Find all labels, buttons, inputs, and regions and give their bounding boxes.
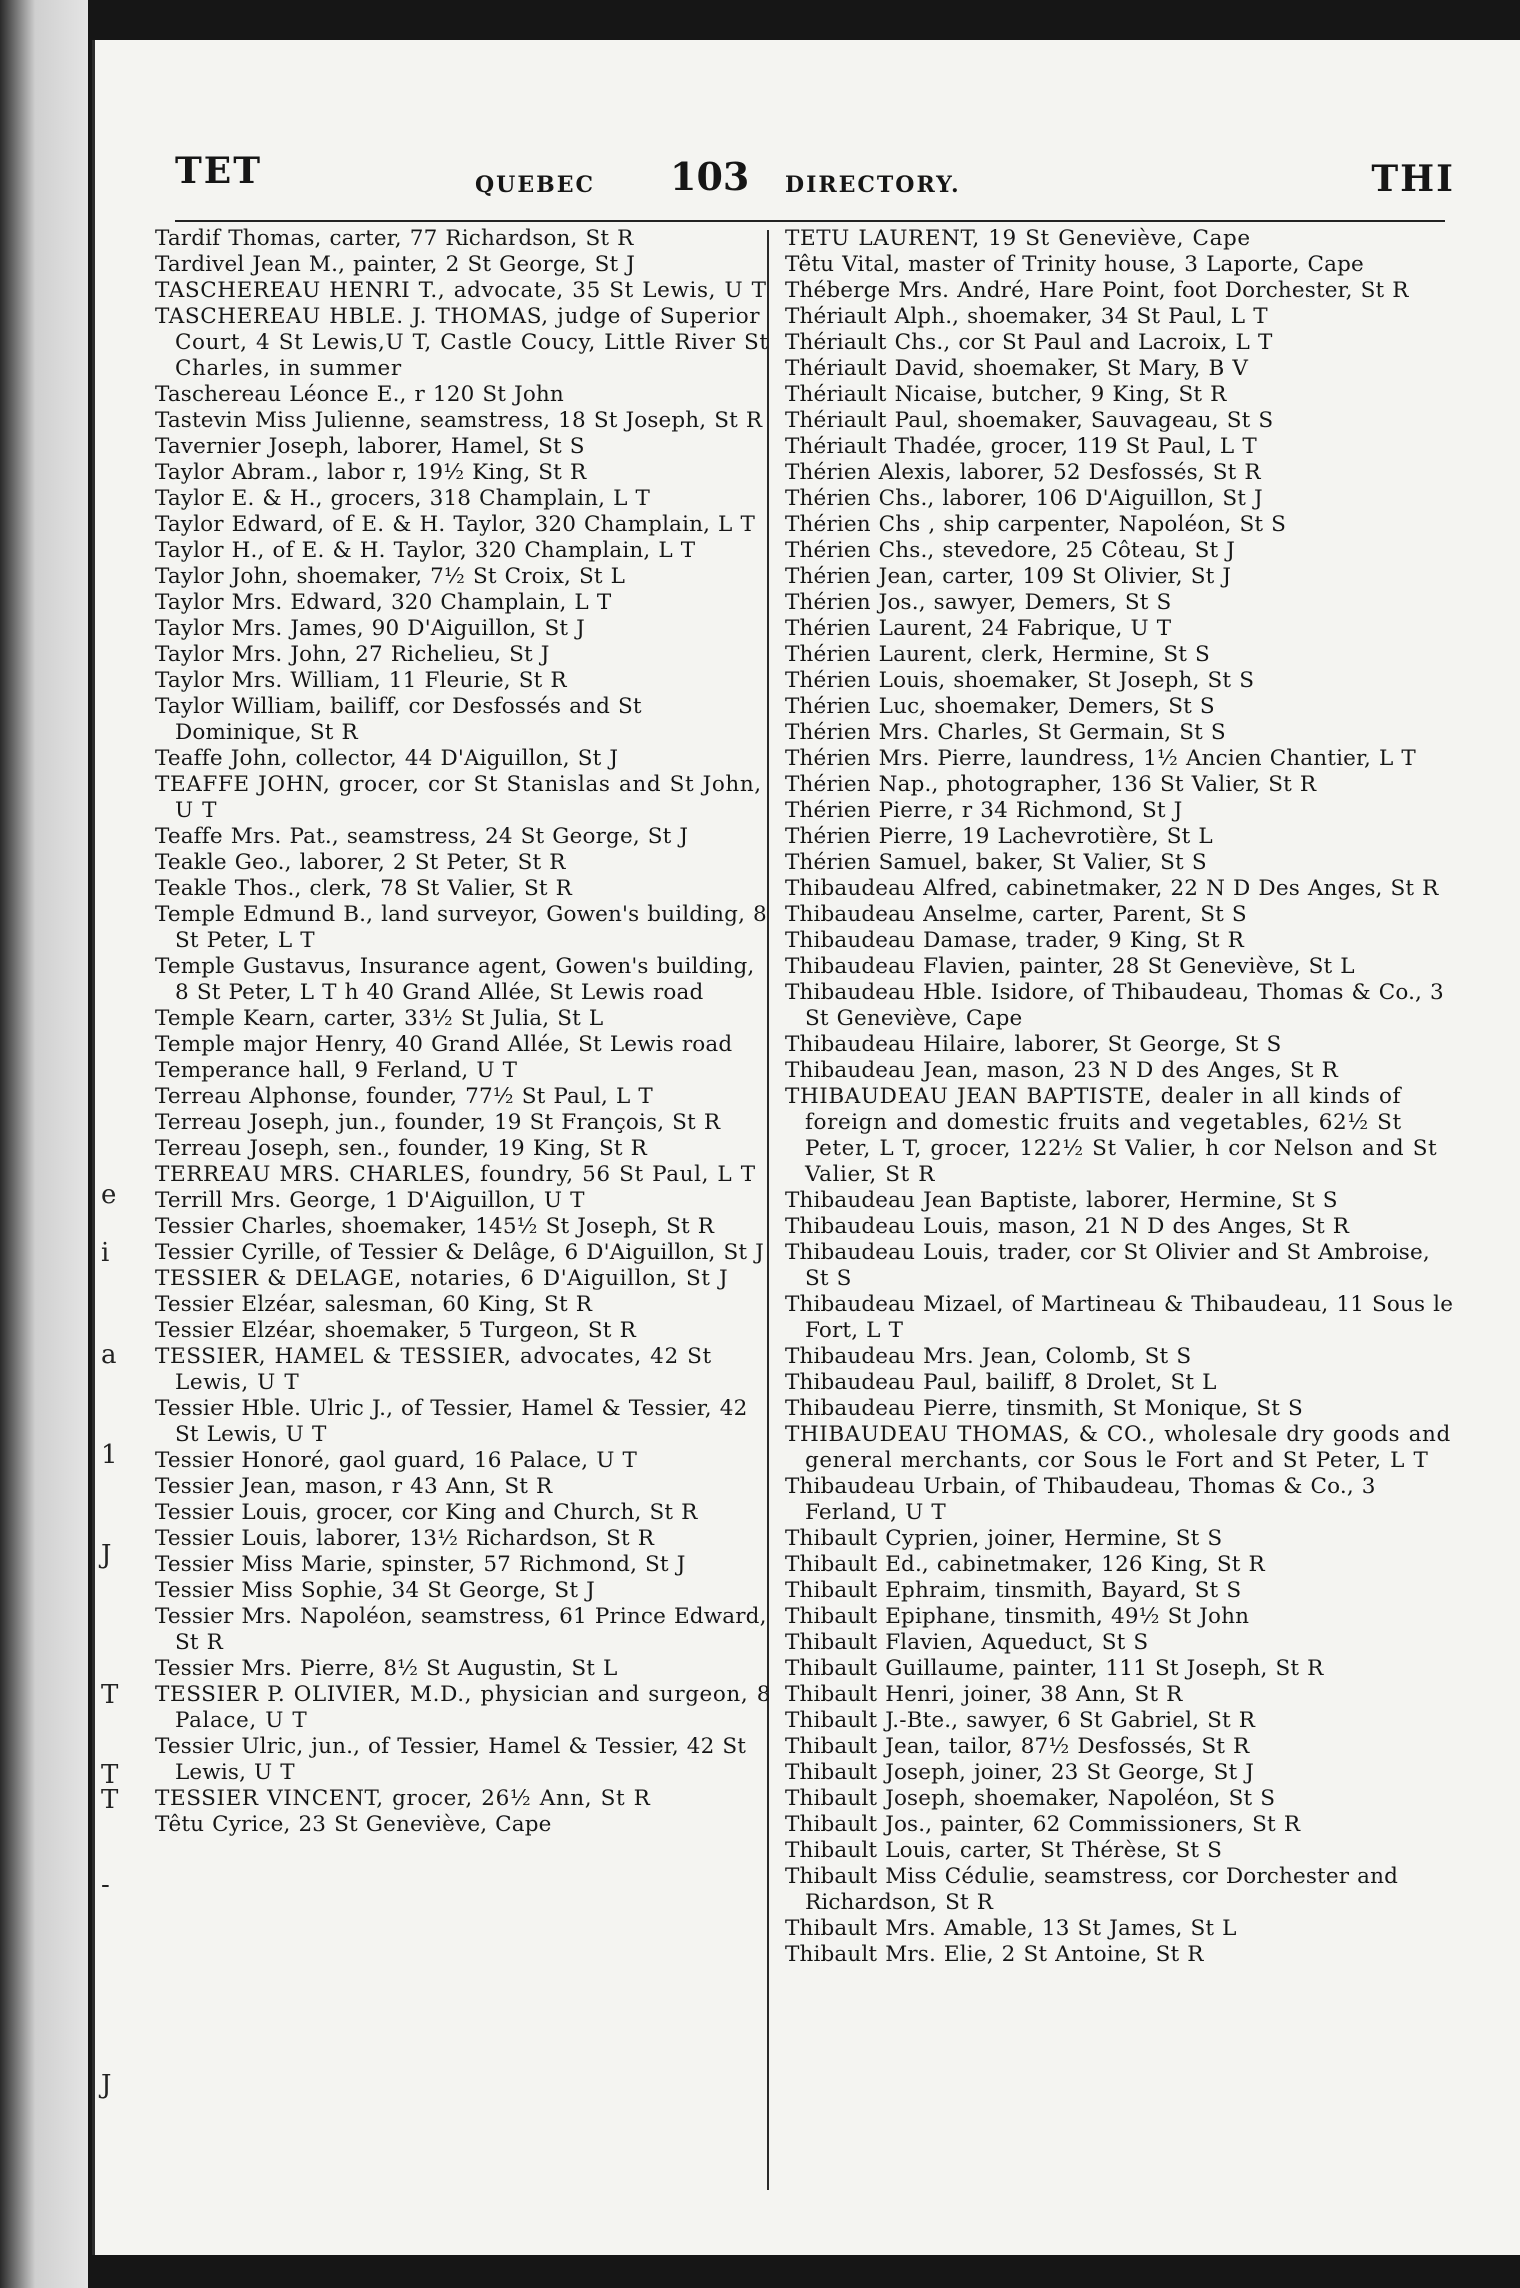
directory-entry: Thibault Mrs. Amable, 13 St James, St L: [785, 1916, 1237, 1941]
directory-entry: Temple major Henry, 40 Grand Allée, St Lewis road: [155, 1032, 733, 1057]
header-city: QUEBEC: [475, 172, 595, 198]
directory-entry: Thibault Jos., painter, 62 Commissioners, St R: [785, 1812, 1301, 1837]
directory-entry: Thériault Paul, shoemaker, Sauvageau, St S: [785, 408, 1274, 433]
directory-entry: Taylor H., of E. & H. Taylor, 320 Champlain, L T: [155, 538, 696, 563]
directory-entry: Tavernier Joseph, laborer, Hamel, St S: [155, 434, 585, 459]
directory-entry: Thibault Joseph, joiner, 23 St George, St J: [785, 1760, 1255, 1785]
directory-entry: Temple Gustavus, Insurance agent, Gowen's building, 8 St Peter, L T h 40 Grand Allée, St Lewis road: [155, 954, 755, 1005]
directory-entry: TASCHEREAU HBLE. J. THOMAS, judge of Superior Court, 4 St Lewis,U T, Castle Coucy, Little River St Charles, in summer: [155, 304, 769, 381]
directory-entry: Thibault Flavien, Aqueduct, St S: [785, 1630, 1149, 1655]
margin-mark: J: [101, 1540, 112, 1570]
directory-entry: Taylor Mrs. James, 90 D'Aiguillon, St J: [155, 616, 585, 641]
right-column: [785, 226, 1455, 1968]
left-column: [155, 226, 775, 1838]
directory-entry: Thérien Alexis, laborer, 52 Desfossés, St R: [785, 460, 1261, 485]
directory-entry: Temple Edmund B., land surveyor, Gowen's building, 8 St Peter, L T: [155, 902, 767, 953]
left-guide-word: TET: [175, 150, 263, 192]
directory-entry: Thériault David, shoemaker, St Mary, B V: [785, 356, 1249, 381]
right-guide-word: THI: [1371, 158, 1455, 200]
directory-entry: Théberge Mrs. André, Hare Point, foot Dorchester, St R: [785, 278, 1409, 303]
directory-entry: TEAFFE JOHN, grocer, cor St Stanislas and St John, U T: [155, 772, 762, 823]
directory-entry: Thibaudeau Alfred, cabinetmaker, 22 N D Des Anges, St R: [785, 876, 1439, 901]
directory-entry: Thibaudeau Jean, mason, 23 N D des Anges, St R: [785, 1058, 1338, 1083]
directory-entry: Thibaudeau Pierre, tinsmith, St Monique, St S: [785, 1396, 1303, 1421]
directory-entry: TESSIER VINCENT, grocer, 26½ Ann, St R: [155, 1786, 651, 1811]
directory-entry: THIBAUDEAU JEAN BAPTISTE, dealer in all kinds of foreign and domestic fruits and vegetables, 62½ St Peter, L T, grocer, 122½ St Valier, h cor Nelson and St Valier, St R: [785, 1084, 1438, 1187]
directory-entry: Thibaudeau Louis, trader, cor St Olivier and St Ambroise, St S: [785, 1240, 1430, 1291]
margin-mark: T: [101, 1760, 119, 1790]
directory-entry: Thibaudeau Paul, bailiff, 8 Drolet, St L: [785, 1370, 1217, 1395]
directory-entry: Thibaudeau Mrs. Jean, Colomb, St S: [785, 1344, 1192, 1369]
directory-entry: Thérien Laurent, 24 Fabrique, U T: [785, 616, 1172, 641]
directory-entry: Thibault Joseph, shoemaker, Napoléon, St S: [785, 1786, 1276, 1811]
directory-entry: Thérien Pierre, 19 Lachevrotière, St L: [785, 824, 1213, 849]
directory-entry: Tastevin Miss Julienne, seamstress, 18 St Joseph, St R: [155, 408, 763, 433]
directory-entry: Tardivel Jean M., painter, 2 St George, St J: [155, 252, 636, 277]
directory-entry: Tessier Honoré, gaol guard, 16 Palace, U T: [155, 1448, 637, 1473]
directory-entry: Thibaudeau Anselme, carter, Parent, St S: [785, 902, 1247, 927]
directory-entry: Thérien Louis, shoemaker, St Joseph, St S: [785, 668, 1255, 693]
directory-entry: Thérien Mrs. Pierre, laundress, 1½ Ancien Chantier, L T: [785, 746, 1416, 771]
margin-mark: i: [101, 1238, 110, 1268]
directory-entry: Thérien Jean, carter, 109 St Olivier, St J: [785, 564, 1232, 589]
page-number: 103: [670, 154, 750, 199]
directory-entry: Thibaudeau Hble. Isidore, of Thibaudeau, Thomas & Co., 3 St Geneviève, Cape: [785, 980, 1444, 1031]
directory-entry: Thibault Ed., cabinetmaker, 126 King, St R: [785, 1552, 1265, 1577]
directory-entry: Têtu Vital, master of Trinity house, 3 Laporte, Cape: [785, 252, 1364, 277]
directory-entry: Tessier Elzéar, shoemaker, 5 Turgeon, St R: [155, 1318, 636, 1343]
page-header: [165, 150, 1455, 210]
directory-entry: Thérien Luc, shoemaker, Demers, St S: [785, 694, 1215, 719]
directory-entry: Thérien Chs., laborer, 106 D'Aiguillon, St J: [785, 486, 1263, 511]
directory-entry: Taylor Edward, of E. & H. Taylor, 320 Champlain, L T: [155, 512, 755, 537]
directory-entry: Thérien Nap., photographer, 136 St Valier, St R: [785, 772, 1317, 797]
directory-entry: Thibault Miss Cédulie, seamstress, cor Dorchester and Richardson, St R: [785, 1864, 1398, 1915]
directory-entry: Thibault Guillaume, painter, 111 St Joseph, St R: [785, 1656, 1324, 1681]
directory-entry: Tessier Hble. Ulric J., of Tessier, Hamel & Tessier, 42 St Lewis, U T: [155, 1396, 748, 1447]
margin-mark: -: [101, 1870, 110, 1900]
directory-entry: Tessier Ulric, jun., of Tessier, Hamel & Tessier, 42 St Lewis, U T: [155, 1734, 747, 1785]
directory-entry: Thibault Cyprien, joiner, Hermine, St S: [785, 1526, 1223, 1551]
margin-mark: a: [101, 1340, 117, 1370]
directory-entry: Thériault Chs., cor St Paul and Lacroix, L T: [785, 330, 1273, 355]
directory-entry: TESSIER P. OLIVIER, M.D., physician and surgeon, 8 Palace, U T: [155, 1682, 772, 1733]
directory-entry: Thibault Jean, tailor, 87½ Desfossés, St R: [785, 1734, 1250, 1759]
directory-entry: Thibault Henri, joiner, 38 Ann, St R: [785, 1682, 1183, 1707]
directory-entry: Thérien Laurent, clerk, Hermine, St S: [785, 642, 1210, 667]
margin-mark: e: [101, 1180, 117, 1210]
header-directory: DIRECTORY.: [785, 172, 961, 198]
directory-entry: THIBAUDEAU THOMAS, & CO., wholesale dry goods and general merchants, cor Sous le Fort and St Peter, L T: [785, 1422, 1451, 1473]
directory-entry: TESSIER, HAMEL & TESSIER, advocates, 42 St Lewis, U T: [155, 1344, 712, 1395]
directory-entry: Taschereau Léonce E., r 120 St John: [155, 382, 564, 407]
directory-entry: Tessier Louis, laborer, 13½ Richardson, St R: [155, 1526, 655, 1551]
directory-entry: Thibault J.-Bte., sawyer, 6 St Gabriel, St R: [785, 1708, 1256, 1733]
directory-entry: TETU LAURENT, 19 St Geneviève, Cape: [785, 226, 1251, 251]
directory-entry: Tessier Jean, mason, r 43 Ann, St R: [155, 1474, 553, 1499]
directory-entry: Tessier Cyrille, of Tessier & Delâge, 6 D'Aiguillon, St J: [155, 1240, 764, 1265]
margin-mark: J: [101, 2070, 112, 2100]
directory-entry: Thibault Epiphane, tinsmith, 49½ St John: [785, 1604, 1250, 1629]
margin-mark: 1: [101, 1440, 118, 1470]
directory-entry: Taylor Abram., labor r, 19½ King, St R: [155, 460, 587, 485]
directory-entry: Tessier Elzéar, salesman, 60 King, St R: [155, 1292, 593, 1317]
directory-entry: Temple Kearn, carter, 33½ St Julia, St L: [155, 1006, 604, 1031]
margin-mark: T: [101, 1785, 119, 1815]
directory-entry: Terrill Mrs. George, 1 D'Aiguillon, U T: [155, 1188, 585, 1213]
directory-entry: Temperance hall, 9 Ferland, U T: [155, 1058, 518, 1083]
directory-entry: Taylor Mrs. John, 27 Richelieu, St J: [155, 642, 550, 667]
directory-entry: Thérien Mrs. Charles, St Germain, St S: [785, 720, 1226, 745]
directory-entry: Thibaudeau Louis, mason, 21 N D des Anges, St R: [785, 1214, 1350, 1239]
directory-entry: Teakle Geo., laborer, 2 St Peter, St R: [155, 850, 566, 875]
directory-entry: TERREAU MRS. CHARLES, foundry, 56 St Paul, L T: [155, 1162, 756, 1187]
directory-entry: Thibaudeau Mizael, of Martineau & Thibaudeau, 11 Sous le Fort, L T: [785, 1292, 1454, 1343]
directory-entry: Thibaudeau Urbain, of Thibaudeau, Thomas & Co., 3 Ferland, U T: [785, 1474, 1376, 1525]
directory-entry: Thibaudeau Flavien, painter, 28 St Geneviève, St L: [785, 954, 1355, 979]
directory-entry: TESSIER & DELAGE, notaries, 6 D'Aiguillon, St J: [155, 1266, 729, 1291]
directory-entry: Thériault Alph., shoemaker, 34 St Paul, L T: [785, 304, 1268, 329]
directory-entry: Thérien Jos., sawyer, Demers, St S: [785, 590, 1172, 615]
directory-entry: Taylor William, bailiff, cor Desfossés and St Dominique, St R: [155, 694, 642, 745]
directory-entry: Taylor Mrs. William, 11 Fleurie, St R: [155, 668, 567, 693]
directory-entry: Thérien Pierre, r 34 Richmond, St J: [785, 798, 1183, 823]
previous-page-edge: [0, 0, 88, 2288]
directory-entry: Thibaudeau Damase, trader, 9 King, St R: [785, 928, 1244, 953]
directory-entry: Tessier Louis, grocer, cor King and Church, St R: [155, 1500, 698, 1525]
directory-entry: Têtu Cyrice, 23 St Geneviève, Cape: [155, 1812, 552, 1837]
directory-entry: Teakle Thos., clerk, 78 St Valier, St R: [155, 876, 573, 901]
directory-entry: Thérien Chs , ship carpenter, Napoléon, St S: [785, 512, 1287, 537]
header-rule: [175, 220, 1445, 222]
directory-entry: Tardif Thomas, carter, 77 Richardson, St R: [155, 226, 634, 251]
directory-entry: Thibaudeau Hilaire, laborer, St George, St S: [785, 1032, 1282, 1057]
directory-entry: Thériault Thadée, grocer, 119 St Paul, L T: [785, 434, 1257, 459]
margin-mark: T: [101, 1680, 119, 1710]
directory-entry: TASCHEREAU HENRI T., advocate, 35 St Lewis, U T: [155, 278, 767, 303]
directory-entry: Tessier Miss Marie, spinster, 57 Richmond, St J: [155, 1552, 686, 1577]
directory-entry: Thibault Louis, carter, St Thérèse, St S: [785, 1838, 1223, 1863]
directory-entry: Tessier Miss Sophie, 34 St George, St J: [155, 1578, 595, 1603]
directory-entry: Thibault Mrs. Elie, 2 St Antoine, St R: [785, 1942, 1204, 1967]
directory-entry: Tessier Mrs. Napoléon, seamstress, 61 Prince Edward, St R: [155, 1604, 767, 1655]
directory-entry: Tessier Mrs. Pierre, 8½ St Augustin, St L: [155, 1656, 618, 1681]
directory-entry: Thériault Nicaise, butcher, 9 King, St R: [785, 382, 1227, 407]
directory-entry: Terreau Joseph, jun., founder, 19 St François, St R: [155, 1110, 721, 1135]
directory-entry: Tessier Charles, shoemaker, 145½ St Joseph, St R: [155, 1214, 715, 1239]
directory-entry: Taylor E. & H., grocers, 318 Champlain, L T: [155, 486, 651, 511]
directory-page: [92, 40, 1520, 2255]
directory-entry: Taylor John, shoemaker, 7½ St Croix, St L: [155, 564, 626, 589]
directory-entry: Teaffe John, collector, 44 D'Aiguillon, St J: [155, 746, 619, 771]
directory-entry: Thibaudeau Jean Baptiste, laborer, Hermine, St S: [785, 1188, 1338, 1213]
directory-entry: Teaffe Mrs. Pat., seamstress, 24 St George, St J: [155, 824, 689, 849]
directory-entry: Terreau Joseph, sen., founder, 19 King, St R: [155, 1136, 647, 1161]
directory-entry: Thérien Samuel, baker, St Valier, St S: [785, 850, 1207, 875]
directory-entry: Terreau Alphonse, founder, 77½ St Paul, L T: [155, 1084, 653, 1109]
directory-entry: Thérien Chs., stevedore, 25 Côteau, St J: [785, 538, 1236, 563]
directory-entry: Thibault Ephraim, tinsmith, Bayard, St S: [785, 1578, 1242, 1603]
directory-entry: Taylor Mrs. Edward, 320 Champlain, L T: [155, 590, 612, 615]
